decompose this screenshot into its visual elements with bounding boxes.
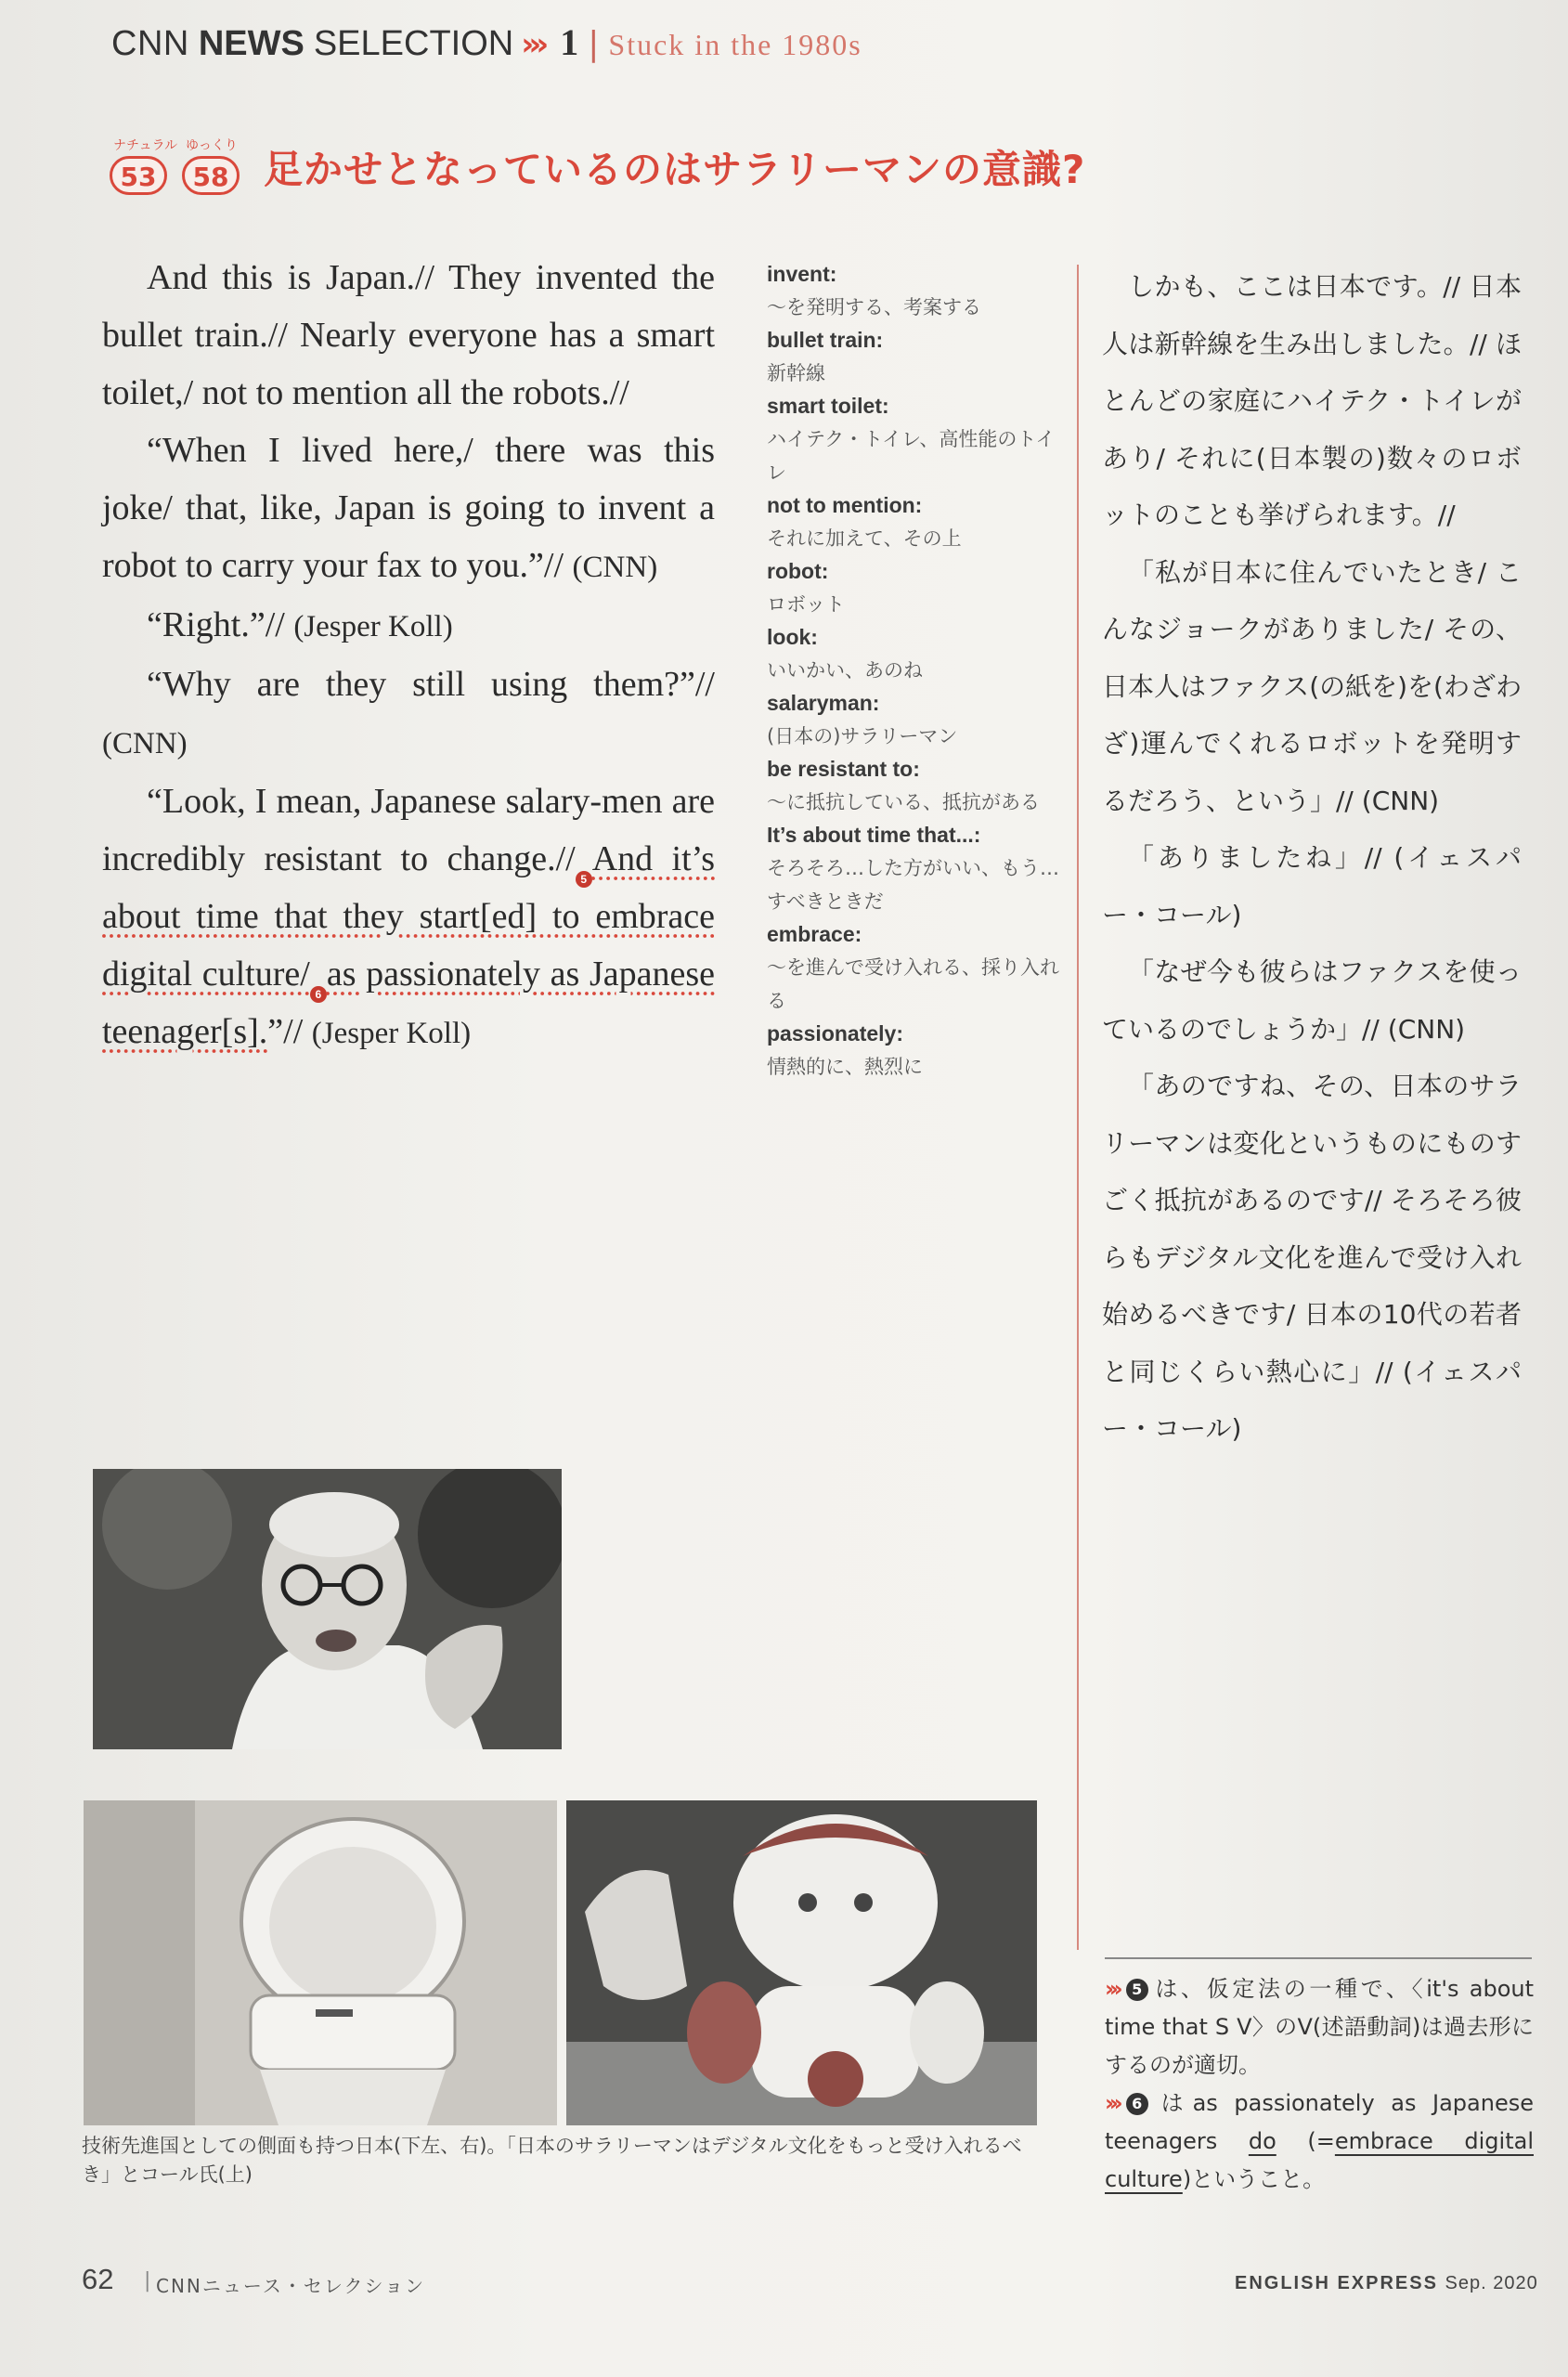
header-selection: SELECTION — [313, 24, 514, 63]
japanese-paragraph: しかも、ここは日本です。// 日本人は新幹線を生み出しました。// ほとんどの家庭にハイテク・トイレがあり/ それに(日本製の)数々のロボットのことも挙げられます。// — [1102, 271, 1522, 530]
glossary-term: smart toilet: — [767, 394, 889, 418]
header-cnn: CNN — [111, 24, 189, 63]
speaker-label: (Jesper Koll) — [311, 1017, 472, 1050]
glossary-term: salaryman: — [767, 691, 880, 715]
glossary-term: passionately: — [767, 1021, 903, 1046]
note-6 — [1105, 2085, 1534, 2199]
note-text: はas passionately as Japanese teenagers — [1105, 2090, 1534, 2154]
header-subtitle: Stuck in the 1980s — [608, 28, 862, 61]
glossary-term: embrace: — [767, 922, 862, 946]
english-paragraph — [102, 596, 715, 656]
glossary-term: robot: — [767, 559, 829, 583]
glossary-definition: そろそろ…した方がいい、もう…すべきときだ — [767, 857, 1059, 913]
glossary-term: be resistant to: — [767, 757, 920, 781]
note-text: )ということ。 — [1182, 2166, 1326, 2192]
note-text: は、仮定法の一種で、〈it's about time that S V〉のV(述語動詞)は過去形にするのが適切。 — [1105, 1976, 1534, 2078]
track-label: ナチュラル — [113, 138, 178, 153]
footer-separator: | — [144, 2269, 151, 2293]
glossary-term: look: — [767, 625, 818, 649]
notes-divider — [1105, 1957, 1532, 1959]
photo-robot — [566, 1800, 1037, 2125]
glossary-term: invent: — [767, 262, 837, 286]
speaker-label: (CNN) — [102, 727, 188, 760]
glossary-term: It’s about time that...: — [767, 823, 981, 847]
english-paragraph: And this is Japan.// They invented the bullet train.// Nearly everyone has a smart toilet,/ not to mention all the robots.// — [102, 258, 715, 412]
english-paragraph — [102, 773, 715, 1062]
track-number: 53 — [110, 156, 167, 195]
section-heading — [110, 139, 1085, 195]
portrait-photo — [93, 1469, 562, 1749]
japanese-paragraph: 「私が日本に住んでいたとき/ こんなジョークがありました/ その、日本人はファクス(の紙を)を(わざわざ)運んでくれるロボットを発明するだろう、という」// (CNN) — [1102, 556, 1522, 816]
english-paragraph — [102, 422, 715, 596]
note-underlined: do — [1248, 2128, 1276, 2154]
underlined-phrase: as passionately as Japanese teenager[s]. — [102, 955, 716, 1051]
glossary-definition: それに加えて、その上 — [767, 527, 962, 550]
footer-section: CNNニュース・セレクション — [156, 2275, 426, 2297]
glossary-definition: 〜に抵抗している、抵抗がある — [767, 791, 1040, 813]
grammar-notes — [1105, 1970, 1534, 2199]
magazine-name: ENGLISH EXPRESS — [1235, 2273, 1438, 2293]
note-text: (= — [1276, 2128, 1335, 2154]
page-number: 62 — [82, 2263, 114, 2295]
glossary-definition: 〜を発明する、考案する — [767, 296, 981, 318]
speaker-label: (Jesper Koll) — [293, 610, 453, 643]
chevron-icon: ››› — [521, 26, 544, 63]
chevron-icon: ››› — [1105, 1976, 1119, 2002]
running-header — [111, 20, 862, 76]
glossary-term: not to mention: — [767, 493, 923, 517]
english-line: “Right.”// — [147, 605, 285, 644]
japanese-translation — [1102, 258, 1522, 1458]
footer-magazine — [1235, 2273, 1538, 2294]
glossary-definition: 〜を進んで受け入れる、採り入れる — [767, 956, 1059, 1012]
track-number: 58 — [182, 156, 240, 195]
track-badge-slow — [182, 139, 247, 195]
chevron-icon: ››› — [1105, 2090, 1119, 2116]
japanese-paragraph: 「ありましたね」// (イェスパー・コール) — [1102, 842, 1522, 930]
underlined-phrase: And it’s about time that they start[ed] to embrace digital culture/ — [102, 839, 715, 994]
robot-photo — [566, 1800, 1037, 2125]
issue-date: Sep. 2020 — [1445, 2273, 1538, 2293]
note-underlined: embrace digital culture — [1105, 2128, 1534, 2192]
header-article-number: 1 — [560, 21, 579, 63]
glossary — [767, 258, 1064, 1084]
track-badge-natural — [110, 138, 178, 195]
english-line: “Why are they still using them?”// — [147, 665, 715, 704]
note-marker-6: 6 — [310, 986, 327, 1003]
photo-smart-toilet — [84, 1800, 557, 2125]
speaker-label: (CNN) — [572, 551, 658, 584]
glossary-definition: いいかい、あのね — [767, 659, 923, 682]
note-number: 6 — [1126, 2093, 1148, 2115]
english-text — [102, 249, 715, 1062]
english-line: ”// — [267, 1012, 304, 1051]
glossary-definition: 情熱的に、熱烈に — [767, 1056, 923, 1078]
japanese-paragraph: 「あのですね、その、日本のサラリーマンは変化というものにものすごく抵抗があるのです// そろそろ彼らもデジタル文化を進んで受け入れ始めるべきです/ 日本の10代の若者と同じくらい熱心に」// (イェスパー・コール) — [1102, 1071, 1522, 1444]
english-paragraph — [102, 656, 715, 773]
glossary-definition: ハイテク・トイレ、高性能のトイレ — [767, 428, 1056, 484]
english-line: “When I lived here,/ there was this joke/ that, like, Japan is going to invent a robot to carry your fax to you.”// — [102, 431, 715, 585]
photo-caption: 技術先進国としての側面も持つ日本(下左、右)。「日本のサラリーマンはデジタル文化をもっと受け入れるべき」とコール氏(上) — [82, 2135, 1022, 2186]
toilet-photo — [84, 1800, 557, 2125]
photo-jesper-koll — [93, 1469, 562, 1749]
header-news: NEWS — [198, 24, 305, 63]
note-5 — [1105, 1970, 1534, 2085]
glossary-definition: (日本の)サラリーマン — [767, 725, 958, 747]
glossary-definition: 新幹線 — [767, 362, 825, 384]
header-separator: | — [588, 25, 600, 63]
section-title: 足かせとなっているのはサラリーマンの意識? — [264, 147, 1086, 192]
english-line: “Look, I mean, Japanese salary-men are incredibly resistant to change.// — [102, 782, 715, 878]
column-divider — [1077, 265, 1079, 1950]
note-number: 5 — [1126, 1979, 1148, 2001]
note-marker-5: 5 — [576, 871, 592, 888]
japanese-paragraph: 「なぜ今も彼らはファクスを使っているのでしょうか」// (CNN) — [1102, 956, 1522, 1045]
track-label: ゆっくり — [186, 138, 238, 153]
glossary-term: bullet train: — [767, 328, 884, 352]
glossary-definition: ロボット — [767, 593, 845, 616]
